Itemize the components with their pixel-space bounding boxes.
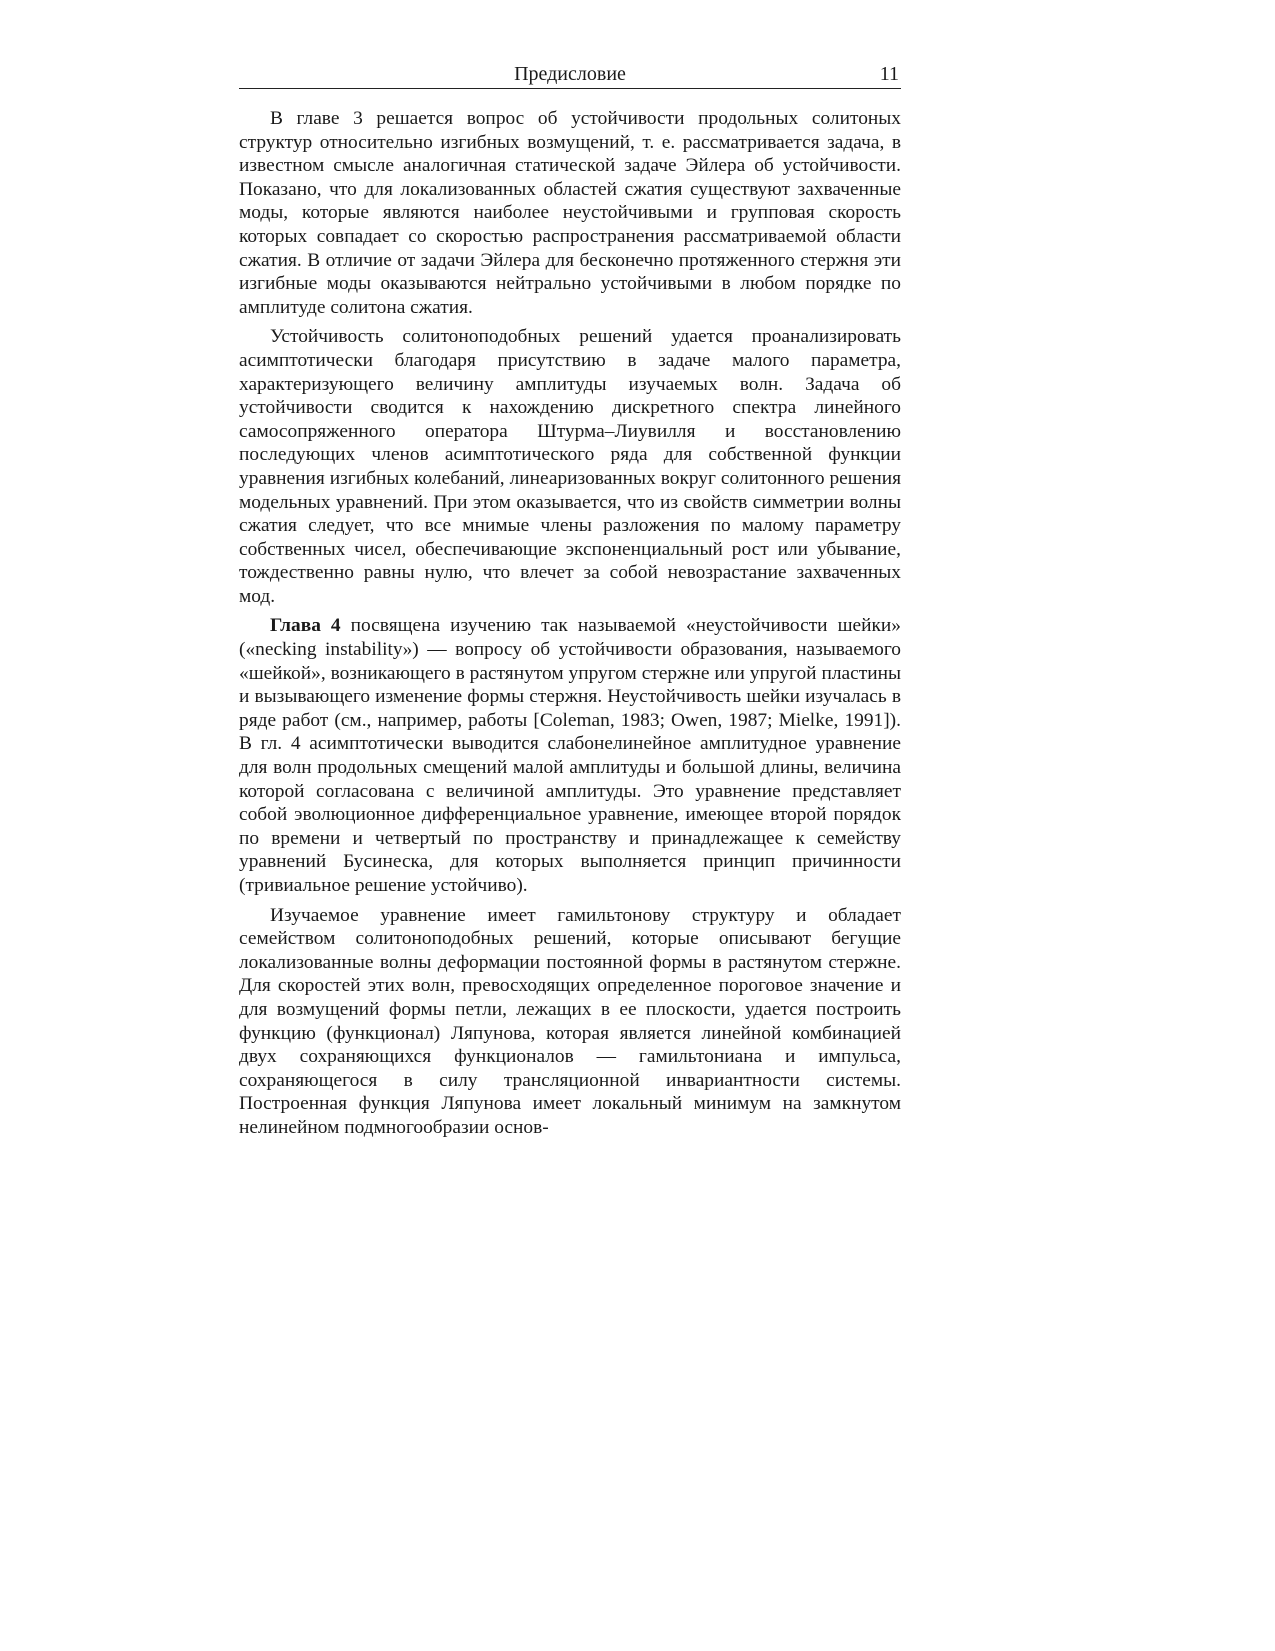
- paragraph-stability: [239, 325, 901, 608]
- paragraph-chapter-4: [239, 614, 901, 897]
- paragraph-text: В главе 3 решается вопрос об устойчивости продольных солитоных структур относительно изгибных возмущений, т. е. рассматривается задача, в известном смысле аналогичная статической задаче Эйлера об устойчивости. Показано, что для локализованных областей сжатия существуют захваченные моды, которые являются наиболее неустойчивыми и групповая скорость которых совпадает со скоростью распространения рассматриваемой области сжатия. В отличие от задачи Эйлера для бесконечно протяженного стержня эти изгибные моды оказываются нейтрально устойчивыми в любом порядке по амплитуде солитона сжатия.: [239, 108, 901, 318]
- book-page: [239, 60, 901, 1146]
- paragraph-text: Устойчивость солитоноподобных решений удается проанализировать асимптотически благодаря присутствию в задаче малого параметра, характеризующего величину амплитуды изучаемых волн. Задача об устойчивости сводится к нахождению дискретного спектра линейного самосопряженного оператора Штурма–Лиувилля и восстановлению последующих членов асимптотического ряда для собственной функции уравнения изгибных колебаний, линеаризованных вокруг солитонного решения модельных уравнений. При этом оказывается, что из свойств симметрии волны сжатия следует, что все мнимые члены разложения по малому параметру собственных чисел, обеспечивающие экспоненциальный рост или убывание, тождественно равны нулю, что влечет за собой невозрастание захваченных мод.: [239, 326, 901, 607]
- paragraph-chapter-3: [239, 107, 901, 319]
- main-text: [239, 107, 901, 1140]
- section-title: Предисловие: [514, 63, 626, 85]
- running-header: [239, 60, 901, 89]
- chapter-lead: Глава 4: [270, 615, 341, 637]
- page-number: 11: [879, 63, 899, 85]
- paragraph-hamiltonian: [239, 904, 901, 1140]
- paragraph-text: Изучаемое уравнение имеет гамильтонову структуру и обладает семейством солитоноподобных решений, которые описывают бегущие локализованные волны деформации постоянной формы в растянутом стержне. Для скоростей этих волн, превосходящих определенное пороговое значение и для возмущений формы петли, лежащих в ее плоскости, удается построить функцию (функционал) Ляпунова, которая является линейной комбинацией двух сохраняющихся функционалов — гамильтониана и импульса, сохраняющегося в силу трансляционной инвариантности системы. Построенная функция Ляпунова имеет локальный минимум на замкнутом нелинейном подмногообразии основ-: [239, 904, 901, 1138]
- paragraph-text: посвящена изучению так называемой «неустойчивости шейки» («necking instability») — вопросу об устойчивости образования, называемого «шейкой», возникающего в растянутом упругом стержне или упругой пластины и вызывающего изменение формы стержня. Неустойчивость шейки изучалась в ряде работ (см., например, работы [Coleman, 1983; Owen, 1987; Mielke, 1991]). В гл. 4 асимптотически выводится слабонелинейное амплитудное уравнение для волн продольных смещений малой амплитуды и большой длины, величина которой согласована с величиной амплитуды. Это уравнение представляет собой эволюционное дифференциальное уравнение, имеющее второй порядок по времени и четвертый по пространству и принадлежащее к семейству уравнений Бусинеска, для которых выполняется принцип причинности (тривиальное решение устойчиво).: [239, 615, 901, 896]
